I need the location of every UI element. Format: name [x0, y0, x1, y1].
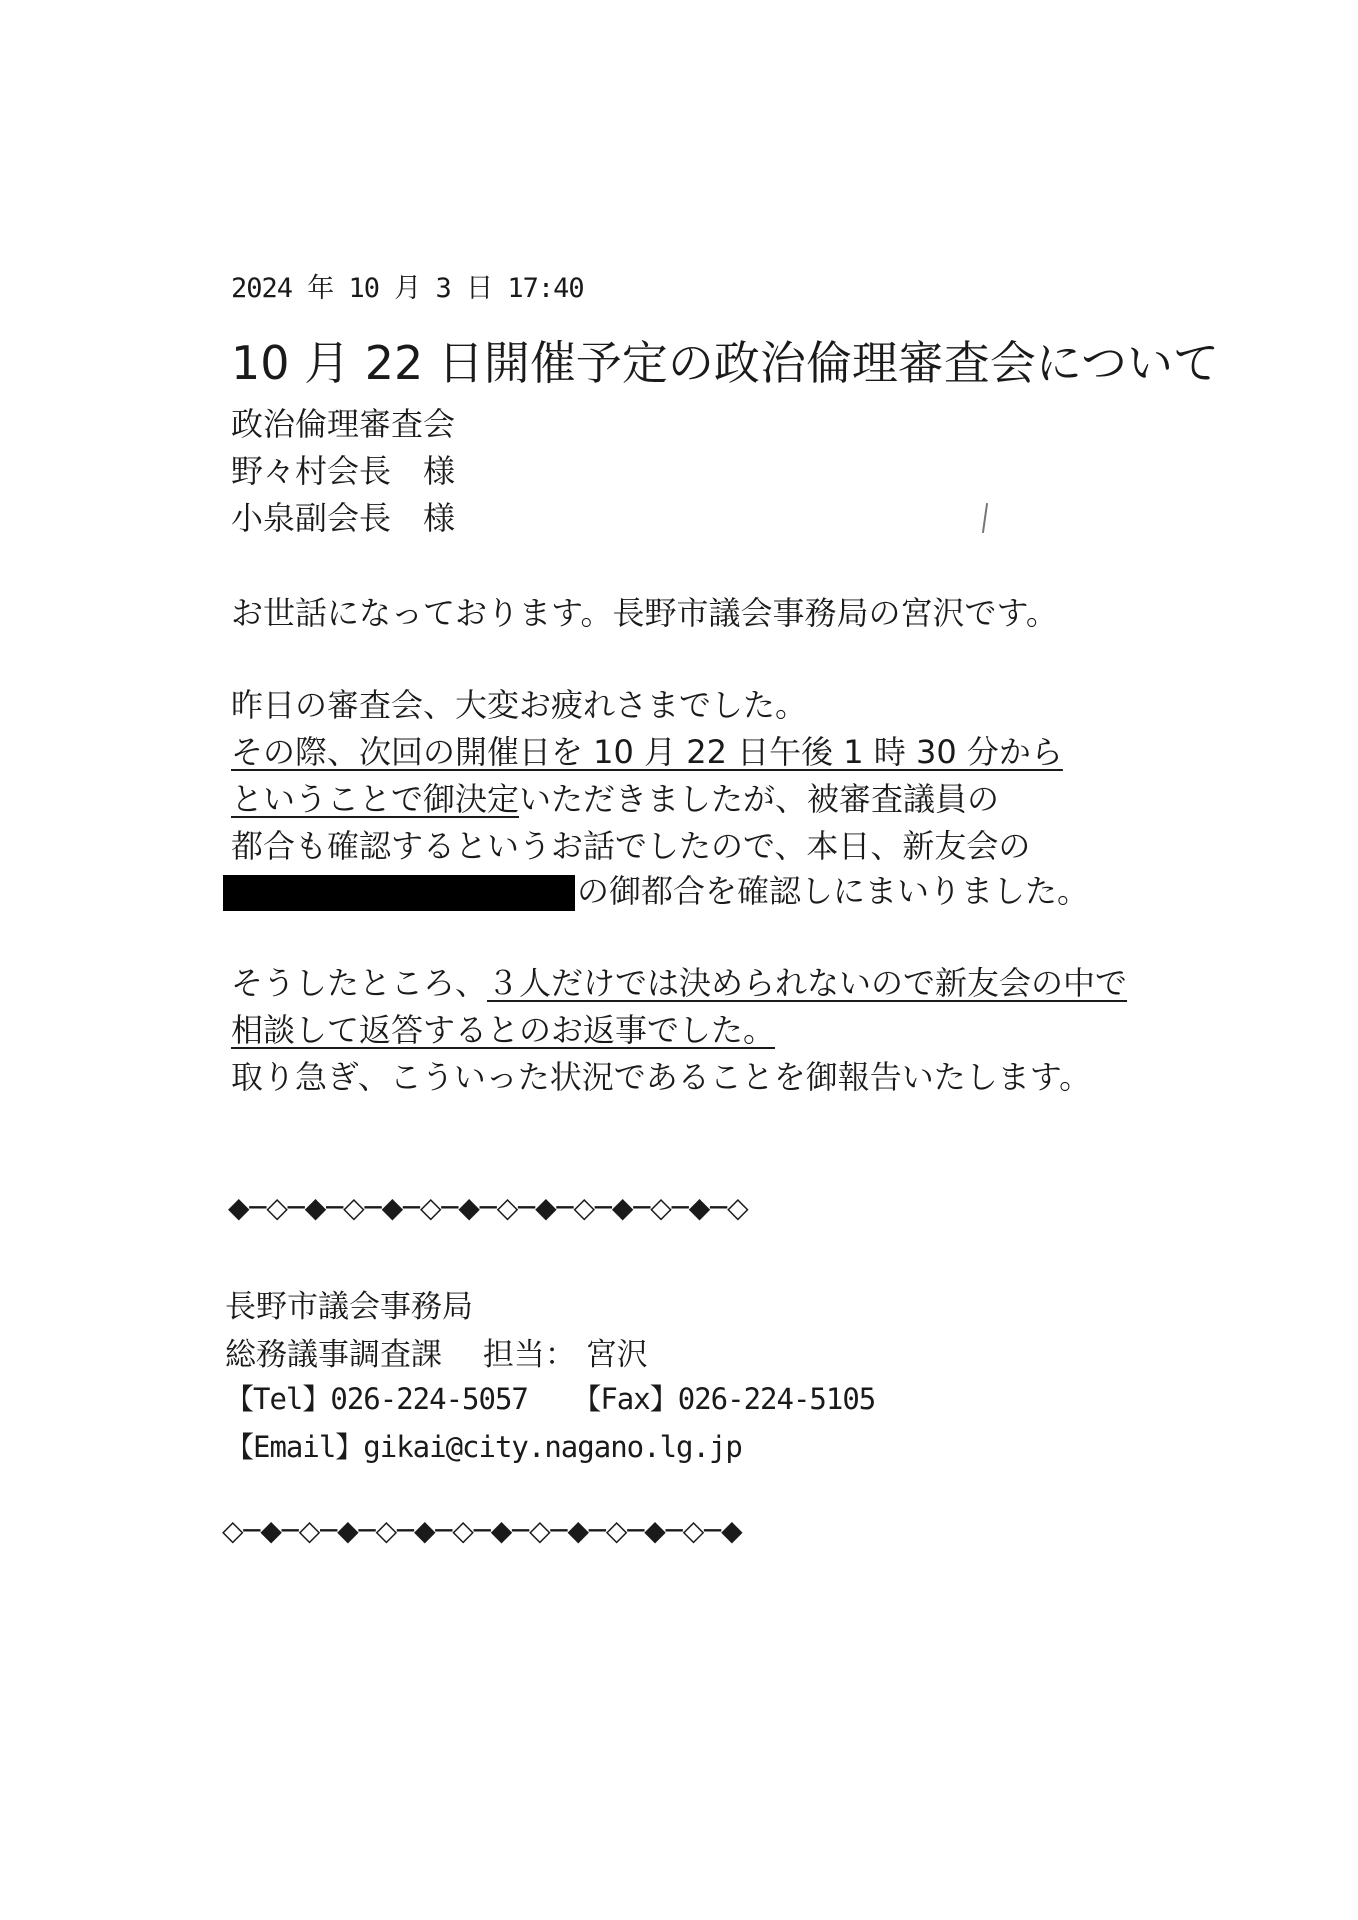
body-line-3 [231, 774, 999, 820]
document-title: 10 月 22 日開催予定の政治倫理審査会について [231, 336, 1220, 390]
redaction-block [223, 875, 575, 911]
body-line-6-plain: そうしたところ、 [231, 964, 488, 1002]
separator-top: ◆─◇─◆─◇─◆─◇─◆─◇─◆─◇─◆─◇─◆─◇ [228, 1191, 749, 1224]
body-line-3-underlined: ということで御決定 [231, 780, 520, 818]
document-date: 2024 年 10 月 3 日 17:40 [231, 273, 584, 304]
separator-bottom: ◇─◆─◇─◆─◇─◆─◇─◆─◇─◆─◇─◆─◇─◆ [222, 1514, 743, 1547]
body-line-7: 相談して返答するとのお返事でした。 [231, 1011, 776, 1049]
body-line-5-text: の御都合を確認しにまいりました。 [577, 872, 1090, 910]
body-line-8: 取り急ぎ、こういった状況であることを御報告いたします。 [231, 1058, 1092, 1096]
body-line-2: その際、次回の開催日を 10 月 22 日午後 1 時 30 分から [231, 733, 1063, 771]
body-line-6 [231, 958, 1127, 1004]
body-line-4: 都合も確認するというお話でしたので、本日、新友会の [231, 827, 1031, 865]
body-line-1: 昨日の審査会、大変お疲れさまでした。 [231, 686, 808, 724]
body-line-3-rest: いただきましたが、被審査議員の [519, 780, 1000, 818]
signature-office: 長野市議会事務局 [225, 1289, 473, 1325]
greeting-line: お世話になっております。長野市議会事務局の宮沢です。 [231, 594, 1058, 632]
signature-section: 総務議事調査課 担当： 宮沢 [225, 1337, 648, 1373]
addressee-chair: 野々村会長 様 [231, 452, 456, 490]
signature-email: 【Email】gikai@city.nagano.lg.jp [225, 1430, 742, 1464]
body-line-5 [231, 866, 1089, 912]
addressee-committee: 政治倫理審査会 [231, 405, 456, 443]
signature-phone-fax: 【Tel】026-224-5057 【Fax】026-224-5105 [225, 1382, 876, 1416]
body-line-6-underlined: ３人だけでは決められないので新友会の中で [487, 964, 1128, 1002]
scan-mark [982, 503, 988, 533]
addressee-vice-chair: 小泉副会長 様 [231, 499, 456, 537]
